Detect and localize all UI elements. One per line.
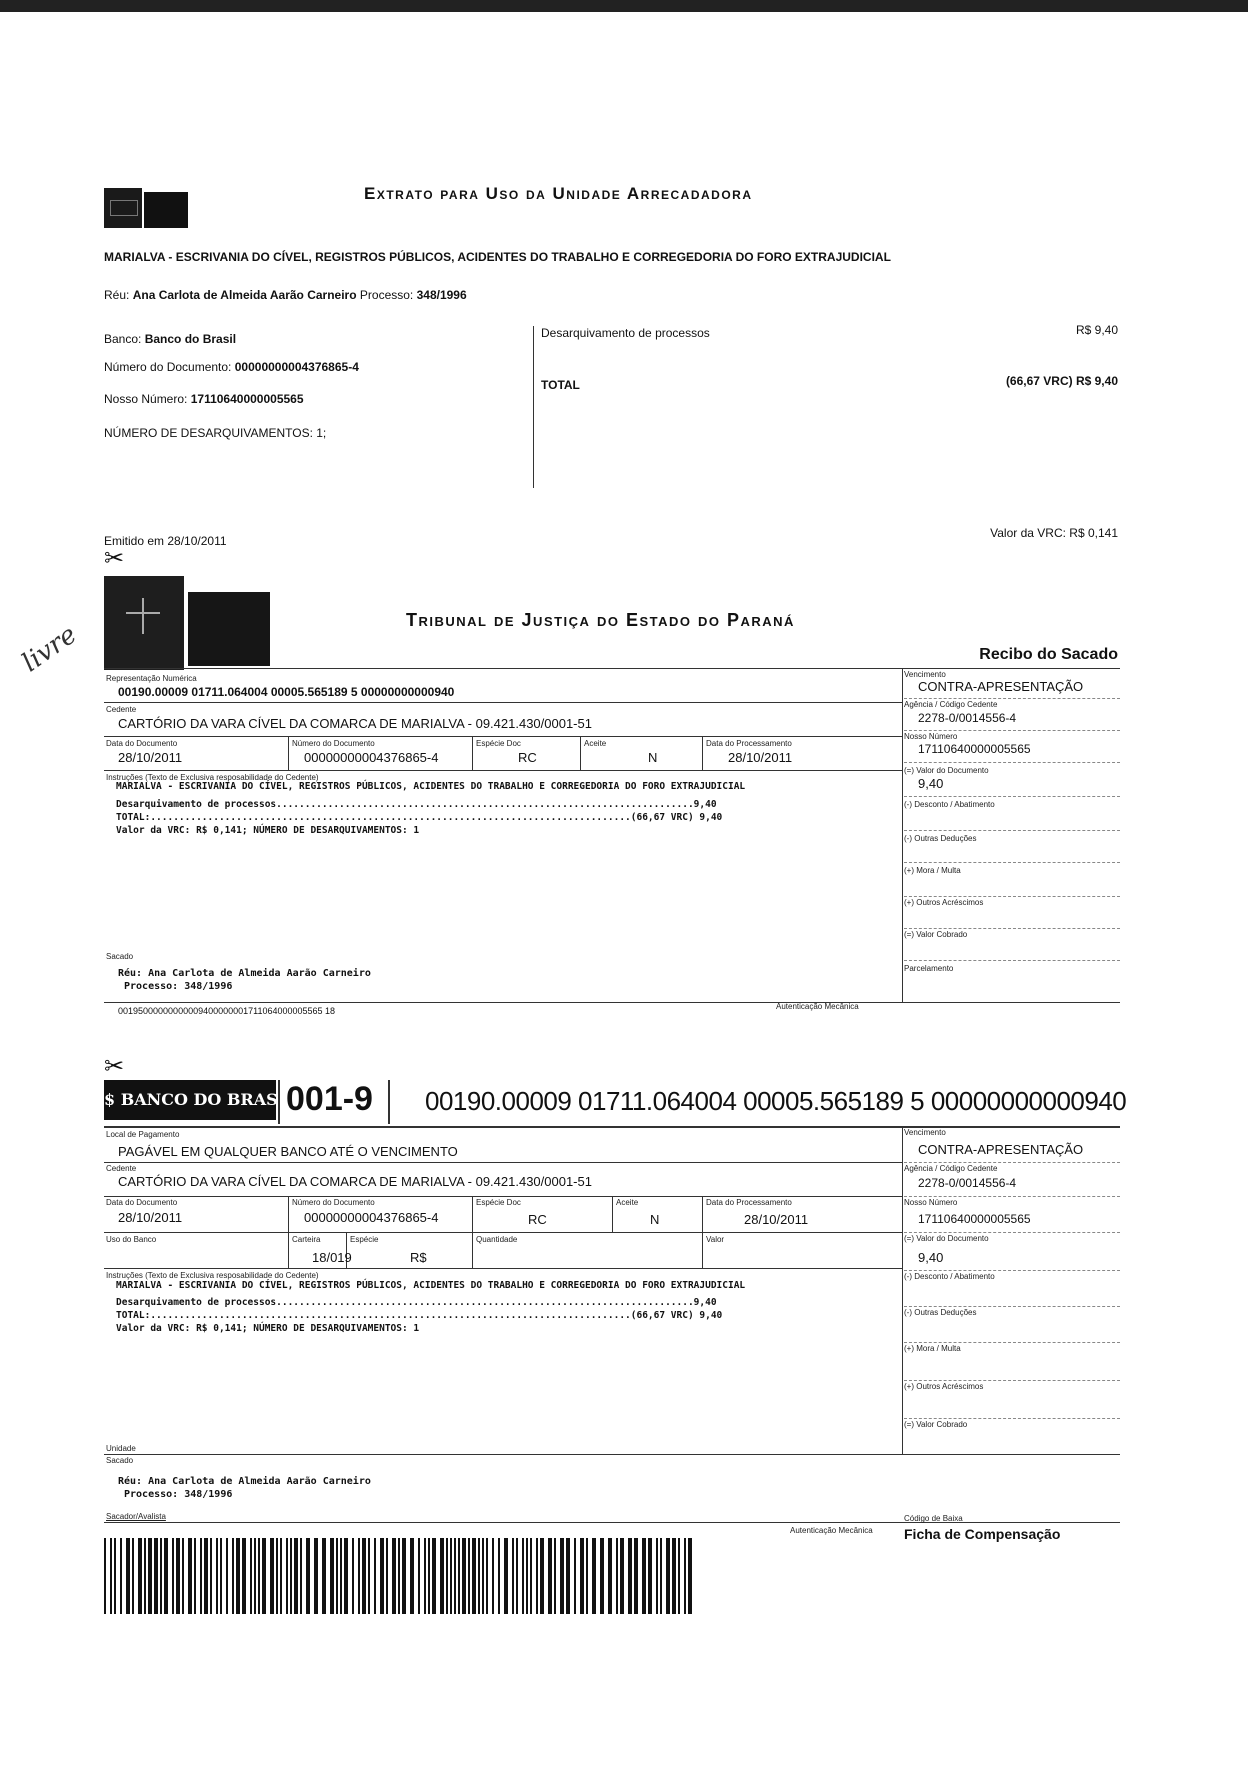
especie-doc-label: Espécie Doc — [476, 739, 521, 748]
bank-code: 001-9 — [286, 1080, 373, 1118]
slip-line — [904, 1306, 1120, 1307]
slip-instr-line: TOTAL:....................................................................................(66,67 VRC) 9,40 — [116, 1310, 723, 1321]
slip-line — [904, 1196, 1120, 1197]
court-line: MARIALVA - ESCRIVANIA DO CÍVEL, REGISTROS PÚBLICOS, ACIDENTES DO TRABALHO E CORREGEDORIA DO FORO EXTRAJUDICIAL — [104, 250, 891, 264]
slip-instr-line: Desarquivamento de processos.........................................................................9,40 — [116, 1297, 717, 1308]
nosso: 17110640000005565 — [918, 742, 1031, 756]
barcode-bar — [684, 1538, 686, 1614]
barcode-bar — [294, 1538, 298, 1614]
barcode-bar — [410, 1538, 414, 1614]
slip-line — [904, 1380, 1120, 1381]
barcode-bar — [516, 1538, 518, 1614]
desconto-label: (-) Desconto / Abatimento — [904, 800, 995, 809]
slip-data-proc: 28/10/2011 — [744, 1212, 809, 1227]
barcode-bar — [270, 1538, 274, 1614]
aceite: N — [648, 750, 658, 765]
reu-line: Réu: Ana Carlota de Almeida Aarão Carneiro Processo: 348/1996 — [104, 288, 467, 302]
bank-logo: $ BANCO DO BRASIL — [104, 1080, 276, 1120]
slip-agencia: 2278-0/0014556-4 — [918, 1176, 1017, 1190]
barcode-bar — [172, 1538, 174, 1614]
valor-cob-label: (=) Valor Cobrado — [904, 930, 968, 939]
receipt-line — [104, 1002, 1120, 1003]
barcode-bar — [504, 1538, 508, 1614]
slip-divider — [278, 1080, 280, 1124]
sacado-line: Processo: 348/1996 — [124, 981, 233, 992]
data-proc-label: Data do Processamento — [706, 739, 792, 748]
slip-cedente-label: Cedente — [106, 1164, 137, 1173]
receipt-line — [904, 896, 1120, 897]
nosso-label: Nosso Número — [904, 732, 958, 741]
barcode-bar — [232, 1538, 234, 1614]
slip-line — [904, 1342, 1120, 1343]
slip-divider — [388, 1080, 390, 1124]
barcode-bar — [554, 1538, 556, 1614]
barcode-bar — [200, 1538, 202, 1614]
slip-outros-acr-label: (+) Outros Acréscimos — [904, 1382, 984, 1391]
barcode-bar — [126, 1538, 130, 1614]
slip-num-doc: 00000000004376865-4 — [304, 1210, 439, 1225]
receipt-line — [904, 862, 1120, 863]
barcode-bar — [458, 1538, 460, 1614]
barcode-bar — [472, 1538, 476, 1614]
parcel-label: Parcelamento — [904, 964, 954, 973]
slip-data-doc: 28/10/2011 — [118, 1210, 183, 1225]
barcode-bar — [482, 1538, 484, 1614]
aceite-label: Aceite — [584, 739, 607, 748]
receipt-right-divider — [902, 668, 903, 1002]
slip-agencia-label: Agência / Código Cedente — [904, 1164, 998, 1173]
valor-label: Valor — [706, 1235, 725, 1244]
receipt-line — [104, 668, 1120, 669]
data-proc: 28/10/2011 — [728, 750, 793, 765]
barcode-bar — [336, 1538, 338, 1614]
slip-num-doc-label: Número do Documento — [292, 1198, 375, 1207]
barcode-bar — [592, 1538, 596, 1614]
nosso-line: Nosso Número: 17110640000005565 — [104, 392, 304, 406]
barcode-bar — [688, 1538, 692, 1614]
slip-aceite: N — [650, 1212, 660, 1227]
barcode-bar — [204, 1538, 208, 1614]
barcode-bar — [258, 1538, 260, 1614]
barcode-bar — [580, 1538, 584, 1614]
receipt-line — [904, 730, 1120, 731]
barcode-bar — [608, 1538, 612, 1614]
barcode-bar — [398, 1538, 400, 1614]
barcode-bar — [194, 1538, 196, 1614]
barcode-bar — [286, 1538, 288, 1614]
cedente-label: Cedente — [106, 705, 137, 714]
receipt-line — [904, 830, 1120, 831]
agencia: 2278-0/0014556-4 — [918, 711, 1017, 725]
data-doc-label: Data do Documento — [106, 739, 178, 748]
slip-cedente: CARTÓRIO DA VARA CÍVEL DA COMARCA DE MARIALVA - 09.421.430/0001-51 — [118, 1174, 592, 1189]
barcode-bar — [648, 1538, 652, 1614]
barcode-bar — [110, 1538, 112, 1614]
barcode-bar — [440, 1538, 444, 1614]
barcode-bar — [402, 1538, 406, 1614]
barcode-bar — [276, 1538, 278, 1614]
instr-line: TOTAL:....................................................................................(66,67 VRC) 9,40 — [116, 812, 723, 823]
agencia-label: Agência / Código Cedente — [904, 700, 998, 709]
digitable-line: 00190.00009 01711.064004 00005.565189 5 00000000000940 — [425, 1086, 1127, 1116]
court-title: Tribunal de Justiça do Estado do Paraná — [406, 610, 795, 630]
barcode-bar — [560, 1538, 564, 1614]
barcode-bar — [666, 1538, 670, 1614]
barcode-bar — [314, 1538, 318, 1614]
barcode-bar — [522, 1538, 524, 1614]
barcode-bar — [226, 1538, 228, 1614]
emitido: Emitido em 28/10/2011 — [104, 534, 227, 548]
receipt-line — [904, 960, 1120, 961]
extract-total-label: TOTAL — [541, 378, 580, 392]
slip-line — [104, 1454, 1120, 1455]
receipt-divider — [702, 736, 703, 770]
carteira-label: Carteira — [292, 1235, 321, 1244]
slip-instr-label: Instruções (Texto de Exclusiva resposabilidade do Cedente) — [106, 1271, 319, 1280]
slip-nosso: 17110640000005565 — [918, 1212, 1031, 1226]
barcode-bar — [306, 1538, 310, 1614]
slip-line — [904, 1162, 1120, 1163]
barcode-bar — [114, 1538, 116, 1614]
barcode-bar — [540, 1538, 544, 1614]
desarq-count: NÚMERO DE DESARQUIVAMENTOS: 1; — [104, 426, 327, 440]
sacado-label: Sacado — [106, 952, 134, 961]
slip-divider — [612, 1196, 613, 1232]
local: PAGÁVEL EM QUALQUER BANCO ATÉ O VENCIMENTO — [118, 1144, 458, 1159]
extract-divider — [533, 326, 534, 488]
slip-sacado-label: Sacado — [106, 1456, 134, 1465]
barcode-bar — [548, 1538, 552, 1614]
barcode-bar — [300, 1538, 302, 1614]
slip-especie-doc: RC — [528, 1212, 547, 1227]
slip-sacado-line: Processo: 348/1996 — [124, 1489, 233, 1500]
barcode-bar — [132, 1538, 134, 1614]
barcode-bar — [374, 1538, 376, 1614]
barcode-bar — [148, 1538, 152, 1614]
slip-line — [104, 1268, 902, 1269]
slip-sacado-line: Réu: Ana Carlota de Almeida Aarão Carneiro — [118, 1476, 371, 1487]
receipt-line — [104, 736, 902, 737]
receipt-line — [104, 702, 902, 703]
autent-label: Autenticação Mecânica — [776, 1002, 859, 1011]
slip-desconto-label: (-) Desconto / Abatimento — [904, 1272, 995, 1281]
extract-total-value: (66,67 VRC) R$ 9,40 — [1005, 374, 1118, 388]
numdoc-line: Número do Documento: 00000000004376865-4 — [104, 360, 359, 374]
instr-label: Instruções (Texto de Exclusiva resposabilidade do Cedente) — [106, 773, 319, 782]
barcode-bar — [236, 1538, 240, 1614]
barcode-bar — [656, 1538, 658, 1614]
barcode-bar — [418, 1538, 420, 1614]
receipt-divider — [580, 736, 581, 770]
cedente: CARTÓRIO DA VARA CÍVEL DA COMARCA DE MARIALVA - 09.421.430/0001-51 — [118, 716, 592, 731]
slip-line — [904, 1270, 1120, 1271]
slip-instr-line: MARIALVA - ESCRIVANIA DO CÍVEL, REGISTROS PÚBLICOS, ACIDENTES DO TRABALHO E CORREGEDORIA DO FORO EXTRAJUDICIAL — [116, 1280, 746, 1291]
slip-autent-label: Autenticação Mecânica — [790, 1526, 873, 1535]
barcode-bar — [330, 1538, 334, 1614]
receipt-line — [104, 770, 902, 771]
barcode-bar — [344, 1538, 348, 1614]
barcode-bar — [340, 1538, 342, 1614]
slip-outras-ded-label: (-) Outras Deduções — [904, 1308, 977, 1317]
barcode-bar — [620, 1538, 624, 1614]
barcode-bar — [250, 1538, 252, 1614]
slip-valor-doc-label: (=) Valor do Documento — [904, 1234, 989, 1243]
uso-banco-label: Uso do Banco — [106, 1235, 157, 1244]
slip-right-divider — [902, 1126, 903, 1454]
scissors-icon: ✂ — [104, 1053, 125, 1080]
slip-especie-doc-label: Espécie Doc — [476, 1198, 521, 1207]
instr-line: Desarquivamento de processos.........................................................................9,40 — [116, 799, 717, 810]
especie-label: Espécie — [350, 1235, 379, 1244]
barcode-bar — [216, 1538, 218, 1614]
handwritten-note: livre — [16, 619, 83, 679]
outros-acr-label: (+) Outros Acréscimos — [904, 898, 984, 907]
barcode-bar — [498, 1538, 500, 1614]
venc-label: Vencimento — [904, 670, 946, 679]
barcode-bar — [672, 1538, 676, 1614]
especie: R$ — [410, 1250, 427, 1265]
barcode-bar — [478, 1538, 480, 1614]
barcode-bar — [188, 1538, 192, 1614]
instr-line: MARIALVA - ESCRIVANIA DO CÍVEL, REGISTROS PÚBLICOS, ACIDENTES DO TRABALHO E CORREGEDORIA DO FORO EXTRAJUDICIAL — [116, 781, 746, 792]
codigo-baixa-label: Código de Baixa — [904, 1514, 963, 1523]
barcode-bar — [660, 1538, 662, 1614]
slip-data-proc-label: Data do Processamento — [706, 1198, 792, 1207]
slip-data-doc-label: Data do Documento — [106, 1198, 178, 1207]
barcode-bar — [254, 1538, 256, 1614]
barcode-bar — [362, 1538, 366, 1614]
barcode-bar — [144, 1538, 146, 1614]
slip-line — [904, 1232, 1120, 1233]
court-logo — [104, 576, 270, 670]
num-doc: 00000000004376865-4 — [304, 750, 439, 765]
barcode-bar — [566, 1538, 570, 1614]
unidade-label: Unidade — [106, 1444, 136, 1453]
barcode-digits: 00195000000000009400000001711064000005565 18 — [118, 1006, 336, 1016]
barcode-bar — [138, 1538, 142, 1614]
barcode-bar — [104, 1538, 106, 1614]
carteira: 18/019 — [312, 1250, 352, 1265]
barcode-bar — [120, 1538, 122, 1614]
barcode-bar — [492, 1538, 494, 1614]
scan-top-border — [0, 0, 1248, 12]
mora-label: (+) Mora / Multa — [904, 866, 961, 875]
avalista-label: Sacador/Avalista — [106, 1512, 166, 1521]
slip-line — [904, 1418, 1120, 1419]
slip-line — [104, 1196, 902, 1197]
barcode-bar — [182, 1538, 184, 1614]
barcode-bar — [536, 1538, 538, 1614]
especie-doc: RC — [518, 750, 537, 765]
extract-title: Extrato para Uso da Unidade Arrecadadora — [364, 184, 753, 203]
barcode-bar — [210, 1538, 212, 1614]
barcode-bar — [628, 1538, 632, 1614]
extract-item-value: R$ 9,40 — [1075, 323, 1118, 337]
barcode-bar — [262, 1538, 266, 1614]
slip-line — [104, 1522, 1120, 1523]
receipt-line — [904, 698, 1120, 699]
barcode-bar — [290, 1538, 292, 1614]
barcode-bar — [154, 1538, 158, 1614]
barcode-bar — [634, 1538, 638, 1614]
barcode-bar — [512, 1538, 514, 1614]
slip-nosso-label: Nosso Número — [904, 1198, 958, 1207]
slip-valor-doc: 9,40 — [918, 1250, 944, 1265]
receipt-line — [904, 796, 1120, 797]
outras-ded-label: (-) Outras Deduções — [904, 834, 977, 843]
barcode-bar — [164, 1538, 168, 1614]
slip-venc-label: Vencimento — [904, 1128, 946, 1137]
barcode-bar — [530, 1538, 532, 1614]
barcode-bar — [380, 1538, 384, 1614]
barcode-bar — [616, 1538, 618, 1614]
barcode-bar — [280, 1538, 282, 1614]
num-doc-label: Número do Documento — [292, 739, 375, 748]
barcode-bar — [386, 1538, 388, 1614]
barcode-bar — [358, 1538, 360, 1614]
instr-line: Valor da VRC: R$ 0,141; NÚMERO DE DESARQUIVAMENTOS: 1 — [116, 825, 420, 836]
venc: CONTRA-APRESENTAÇÃO — [918, 679, 1084, 694]
slip-mora-label: (+) Mora / Multa — [904, 1344, 961, 1353]
receipt-line — [904, 762, 1120, 763]
barcode-bar — [446, 1538, 448, 1614]
vrc-value: Valor da VRC: R$ 0,141 — [990, 526, 1118, 540]
slip-instr-line: Valor da VRC: R$ 0,141; NÚMERO DE DESARQUIVAMENTOS: 1 — [116, 1323, 420, 1334]
valor-doc: 9,40 — [918, 776, 944, 791]
receipt-divider — [288, 736, 289, 770]
slip-aceite-label: Aceite — [616, 1198, 639, 1207]
valor-doc-label: (=) Valor do Documento — [904, 766, 989, 775]
barcode — [104, 1538, 700, 1614]
data-doc: 28/10/2011 — [118, 750, 183, 765]
quantidade-label: Quantidade — [476, 1235, 518, 1244]
barcode-bar — [574, 1538, 576, 1614]
barcode-bar — [428, 1538, 430, 1614]
slip-line — [104, 1232, 902, 1233]
receipt-line — [904, 928, 1120, 929]
barcode-bar — [322, 1538, 326, 1614]
barcode-bar — [450, 1538, 452, 1614]
ficha-label: Ficha de Compensação — [904, 1526, 1061, 1542]
barcode-bar — [462, 1538, 466, 1614]
barcode-bar — [526, 1538, 528, 1614]
local-label: Local de Pagamento — [106, 1130, 180, 1139]
slip-valor-cob-label: (=) Valor Cobrado — [904, 1420, 968, 1429]
sacado-line: Réu: Ana Carlota de Almeida Aarão Carneiro — [118, 968, 371, 979]
barcode-bar — [432, 1538, 436, 1614]
barcode-bar — [468, 1538, 470, 1614]
receipt-divider — [472, 736, 473, 770]
barcode-bar — [352, 1538, 354, 1614]
barcode-bar — [176, 1538, 180, 1614]
barcode-bar — [678, 1538, 680, 1614]
barcode-bar — [600, 1538, 604, 1614]
scissors-icon: ✂ — [104, 545, 125, 572]
barcode-bar — [392, 1538, 396, 1614]
barcode-bar — [242, 1538, 246, 1614]
slip-line — [104, 1162, 902, 1163]
barcode-bar — [486, 1538, 488, 1614]
barcode-bar — [586, 1538, 588, 1614]
slip-venc: CONTRA-APRESENTAÇÃO — [918, 1142, 1084, 1157]
rep-num: 00190.00009 01711.064004 00005.565189 5 00000000000940 — [118, 685, 455, 699]
barcode-bar — [424, 1538, 426, 1614]
barcode-bar — [642, 1538, 646, 1614]
recibo-title: Recibo do Sacado — [979, 646, 1118, 663]
rep-num-label: Representação Numérica — [106, 674, 197, 683]
banco-line: Banco: Banco do Brasil — [104, 332, 237, 346]
barcode-bar — [160, 1538, 162, 1614]
barcode-bar — [368, 1538, 370, 1614]
barcode-bar — [220, 1538, 222, 1614]
bank-logo-icon: $ — [104, 1090, 121, 1109]
extract-logo — [104, 188, 188, 228]
extract-item-label: Desarquivamento de processos — [541, 326, 710, 340]
barcode-bar — [454, 1538, 456, 1614]
